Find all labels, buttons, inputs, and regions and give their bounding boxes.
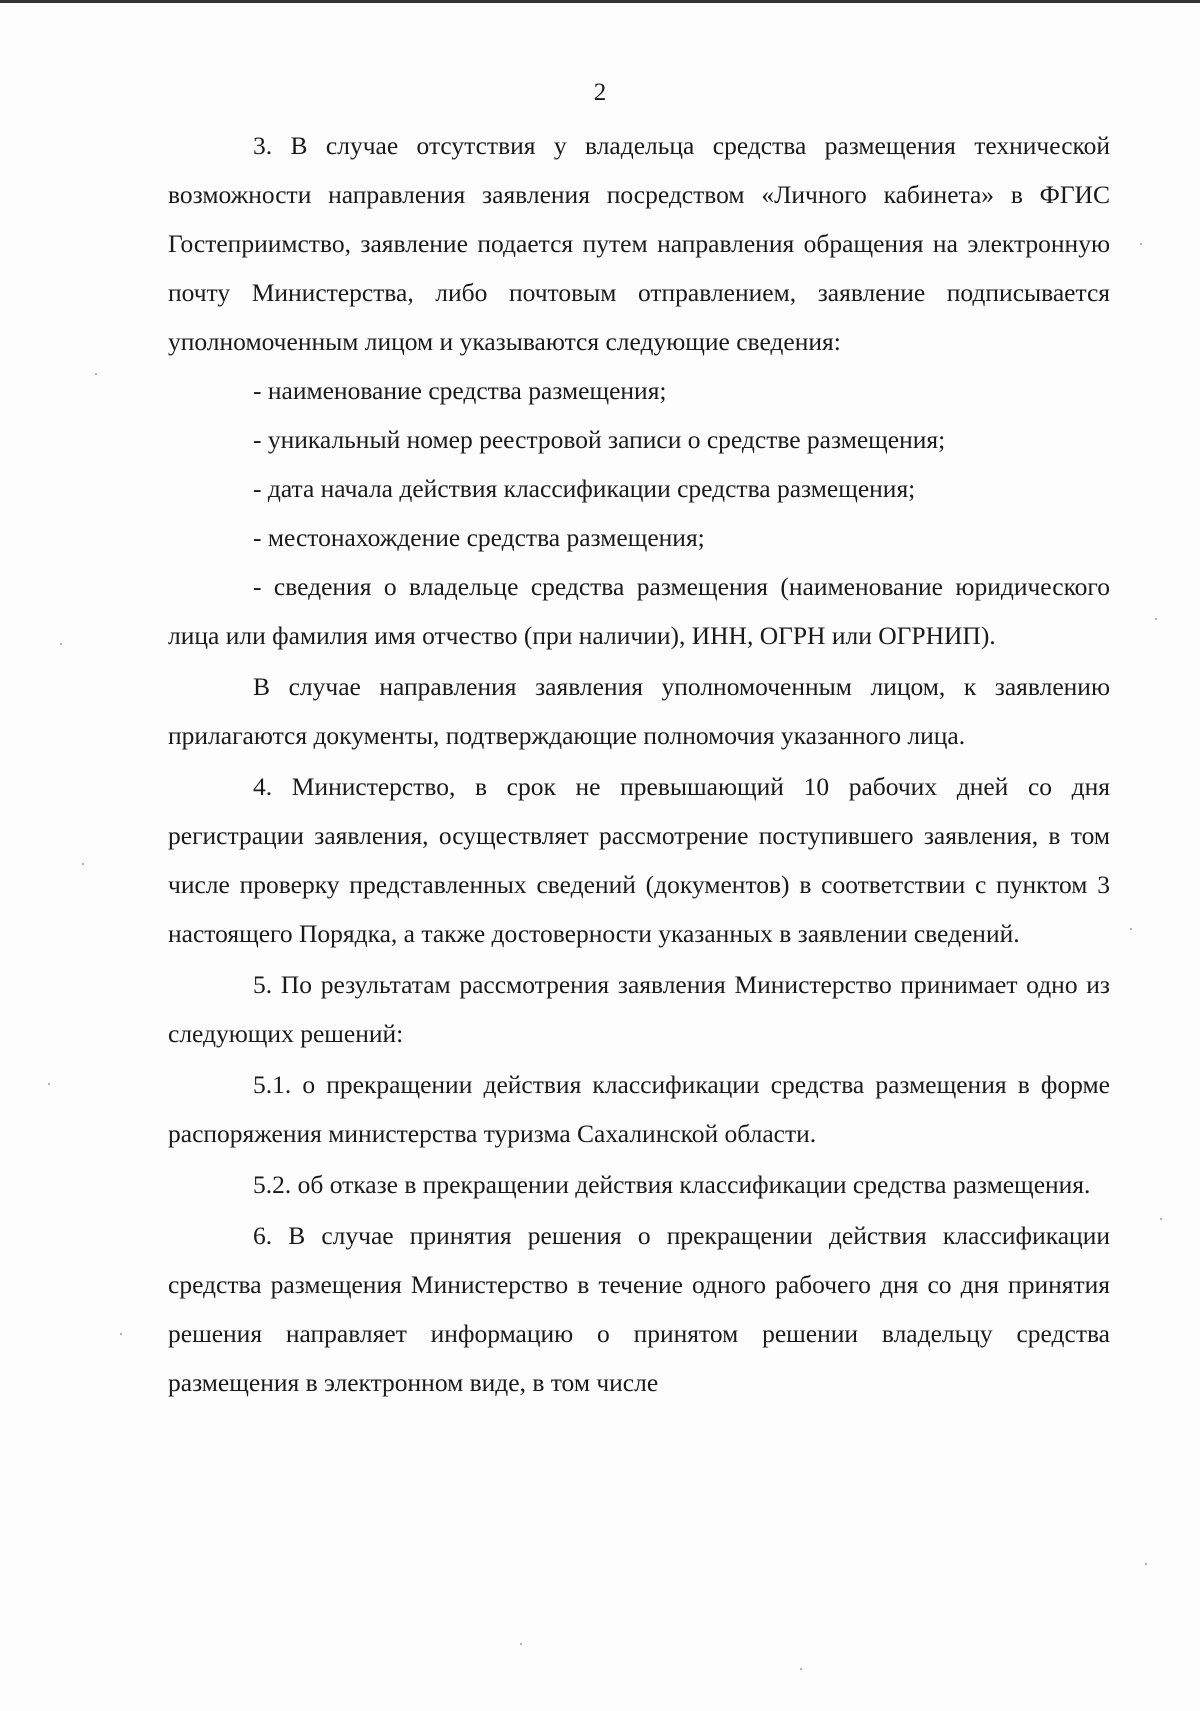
list-item-owner-info: - сведения о владельце средства размещения (наименование юридического лица или фамилия имя отчество (при наличии), ИНН, ОГРН или ОГРНИП).	[168, 572, 1110, 650]
document-body	[168, 121, 1110, 1407]
paragraph-6: 6. В случае принятия решения о прекращении действия классификации средства размещения Министерство в течение одного рабочего дня со дня принятия решения направляет информацию о принятом решении владельцу средства размещения в электронном виде, в том числе	[168, 1221, 1110, 1397]
scan-speckle	[520, 1643, 522, 1645]
scan-speckle	[1130, 928, 1132, 930]
list-item-classification-date: - дата начала действия классификации средства размещения;	[253, 474, 916, 503]
list-item-registry-number: - уникальный номер реестровой записи о средстве размещения;	[253, 425, 946, 454]
paragraph-3: 3. В случае отсутствия у владельца средства размещения технической возможности направления заявления посредством «Личного кабинета» в ФГИС Гостеприимство, заявление подается путем направления обращения на электронную почту Министерства, либо почтовым отправлением, заявление подписывается уполномоченным лицом и указываются следующие сведения:	[168, 131, 1110, 356]
paragraph-5: 5. По результатам рассмотрения заявления Министерство принимает одно из следующих решений:	[168, 970, 1110, 1048]
list-item-location: - местонахождение средства размещения;	[253, 523, 705, 552]
scan-speckle	[1155, 618, 1157, 620]
scan-speckle	[1140, 243, 1142, 245]
scan-speckle	[48, 1083, 50, 1085]
paragraph-4: 4. Министерство, в срок не превышающий 10 рабочих дней со дня регистрации заявления, осуществляет рассмотрение поступившего заявления, в том числе проверку представленных сведений (документов) в соответствии с пунктом 3 настоящего Порядка, а также достоверности указанных в заявлении сведений.	[168, 772, 1110, 948]
paragraph-5-1: 5.1. о прекращении действия классификации средства размещения в форме распоряжения министерства туризма Сахалинской области.	[168, 1070, 1110, 1148]
scan-speckle	[800, 1668, 802, 1670]
list-item-name: - наименование средства размещения;	[253, 376, 667, 405]
paragraph-5-2: 5.2. об отказе в прекращении действия классификации средства размещения.	[253, 1170, 1091, 1199]
paragraph-authorized-person: В случае направления заявления уполномоченным лицом, к заявлению прилагаются документы, подтверждающие полномочия указанного лица.	[168, 672, 1110, 750]
scan-speckle	[82, 863, 84, 865]
scan-speckle	[95, 373, 97, 375]
scan-speckle	[1160, 1218, 1162, 1220]
scan-speckle	[1145, 1563, 1147, 1565]
page-number: 2	[593, 79, 607, 106]
scan-speckle	[60, 643, 62, 645]
scan-speckle	[120, 1333, 122, 1335]
